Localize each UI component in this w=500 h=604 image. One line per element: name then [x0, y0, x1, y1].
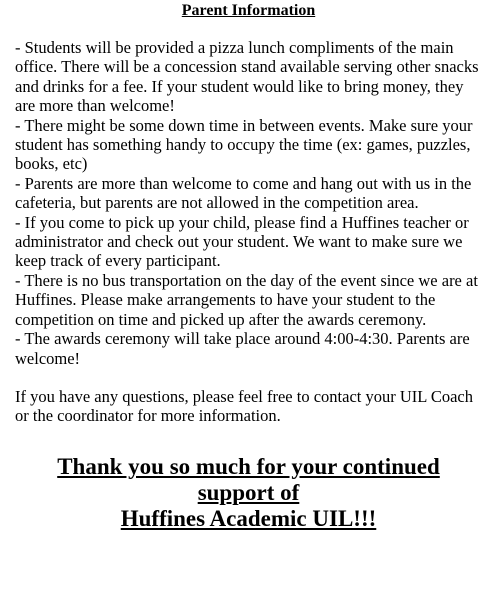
information-list	[15, 38, 482, 368]
list-item: - The awards ceremony will take place around 4:00-4:30. Parents are welcome!	[15, 329, 470, 368]
list-item: - Students will be provided a pizza lunch compliments of the main office. There will be a concession stand available serving other snacks and drinks for a fee. If your student would like to bring money, they are more than welcome!	[15, 38, 479, 116]
page-title: Parent Information	[181, 2, 316, 19]
thank-you-line: Huffines Academic UIL!!!	[120, 505, 377, 531]
thank-you-heading	[15, 454, 482, 532]
thank-you-line: Thank you so much for your continued	[57, 453, 440, 479]
contact-paragraph: If you have any questions, please feel free to contact your UIL Coach or the coordinator for more information.	[15, 386, 474, 426]
list-item: - Parents are more than welcome to come and hang out with us in the cafeteria, but parents are not allowed in the competition area.	[15, 173, 472, 213]
list-item: - If you come to pick up your child, please find a Huffines teacher or administrator and check out your student. We want to make sure we keep track of every participant.	[15, 212, 469, 271]
list-item: - There might be some down time in between events. Make sure your student has something handy to occupy the time (ex: games, puzzles, books, etc)	[15, 115, 473, 174]
list-item: - There is no bus transportation on the day of the event since we are at Huffines. Please make arrangements to have your student to the competition on time and picked up after the awards ceremony.	[15, 270, 478, 329]
thank-you-line: support of	[197, 479, 300, 505]
